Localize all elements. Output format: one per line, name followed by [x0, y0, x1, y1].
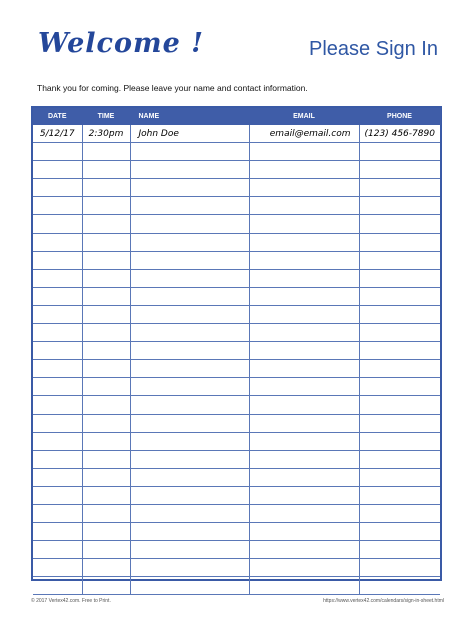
- table-row: [33, 559, 440, 577]
- time-cell[interactable]: [82, 215, 130, 233]
- name-cell[interactable]: [130, 342, 249, 360]
- time-cell[interactable]: [82, 577, 130, 595]
- email-cell[interactable]: [249, 541, 359, 559]
- welcome-title: Welcome !: [38, 28, 205, 59]
- table-body: [33, 125, 440, 595]
- time-cell[interactable]: [82, 378, 130, 396]
- table-row: [33, 577, 440, 595]
- phone-cell[interactable]: [359, 161, 440, 179]
- column-header-date: DATE: [33, 108, 82, 125]
- table-row: [33, 197, 440, 215]
- table-row: [33, 486, 440, 504]
- name-cell[interactable]: [130, 486, 249, 504]
- table-row: [33, 143, 440, 161]
- phone-cell[interactable]: (123) 456-7890: [359, 125, 440, 143]
- email-cell[interactable]: [249, 179, 359, 197]
- name-cell[interactable]: [130, 396, 249, 414]
- table-row: [33, 215, 440, 233]
- date-cell[interactable]: [33, 233, 82, 251]
- time-cell[interactable]: [82, 287, 130, 305]
- name-cell[interactable]: [130, 559, 249, 577]
- email-cell[interactable]: [249, 450, 359, 468]
- time-cell[interactable]: [82, 541, 130, 559]
- table-row: [33, 378, 440, 396]
- email-cell[interactable]: [249, 251, 359, 269]
- email-cell[interactable]: [249, 342, 359, 360]
- email-cell[interactable]: [249, 414, 359, 432]
- date-cell[interactable]: [33, 197, 82, 215]
- date-cell[interactable]: [33, 468, 82, 486]
- email-cell[interactable]: [249, 143, 359, 161]
- time-cell[interactable]: [82, 269, 130, 287]
- time-cell[interactable]: [82, 504, 130, 522]
- time-cell[interactable]: [82, 197, 130, 215]
- name-cell[interactable]: [130, 541, 249, 559]
- email-cell[interactable]: [249, 215, 359, 233]
- date-cell[interactable]: [33, 378, 82, 396]
- sign-in-table: [33, 108, 441, 595]
- phone-cell[interactable]: [359, 468, 440, 486]
- email-cell[interactable]: email@email.com: [249, 125, 359, 143]
- date-cell[interactable]: [33, 215, 82, 233]
- date-cell[interactable]: [33, 486, 82, 504]
- name-cell[interactable]: John Doe: [130, 125, 249, 143]
- name-cell[interactable]: [130, 233, 249, 251]
- table-row: [33, 396, 440, 414]
- time-cell[interactable]: [82, 143, 130, 161]
- table-row: [33, 342, 440, 360]
- table-row: [33, 179, 440, 197]
- date-cell[interactable]: [33, 324, 82, 342]
- table-row: [33, 450, 440, 468]
- name-cell[interactable]: [130, 432, 249, 450]
- table-row: [33, 269, 440, 287]
- time-cell[interactable]: [82, 432, 130, 450]
- email-cell[interactable]: [249, 396, 359, 414]
- time-cell[interactable]: [82, 523, 130, 541]
- phone-cell[interactable]: [359, 378, 440, 396]
- name-cell[interactable]: [130, 215, 249, 233]
- date-cell[interactable]: [33, 541, 82, 559]
- table-row: [33, 305, 440, 323]
- time-cell[interactable]: [82, 179, 130, 197]
- time-cell[interactable]: [82, 324, 130, 342]
- time-cell[interactable]: [82, 468, 130, 486]
- table-row: [33, 125, 440, 143]
- name-cell[interactable]: [130, 450, 249, 468]
- name-cell[interactable]: [130, 378, 249, 396]
- phone-cell[interactable]: [359, 486, 440, 504]
- copyright-footer: © 2017 Vertex42.com. Free to Print.: [31, 598, 111, 604]
- name-cell[interactable]: [130, 269, 249, 287]
- intro-text: Thank you for coming. Please leave your name and contact information.: [37, 83, 308, 93]
- name-cell[interactable]: [130, 324, 249, 342]
- date-cell[interactable]: [33, 504, 82, 522]
- date-cell[interactable]: [33, 342, 82, 360]
- date-cell[interactable]: [33, 523, 82, 541]
- email-cell[interactable]: [249, 432, 359, 450]
- date-cell[interactable]: [33, 432, 82, 450]
- email-cell[interactable]: [249, 269, 359, 287]
- date-cell[interactable]: [33, 559, 82, 577]
- email-cell[interactable]: [249, 360, 359, 378]
- time-cell[interactable]: [82, 414, 130, 432]
- sign-in-table-frame: [31, 106, 442, 581]
- name-cell[interactable]: [130, 143, 249, 161]
- table-row: [33, 541, 440, 559]
- column-header-email: EMAIL: [249, 108, 359, 125]
- date-cell[interactable]: [33, 179, 82, 197]
- name-cell[interactable]: [130, 577, 249, 595]
- table-row: [33, 251, 440, 269]
- time-cell[interactable]: [82, 360, 130, 378]
- date-cell[interactable]: [33, 577, 82, 595]
- name-cell[interactable]: [130, 504, 249, 522]
- phone-cell[interactable]: [359, 305, 440, 323]
- phone-cell[interactable]: [359, 269, 440, 287]
- name-cell[interactable]: [130, 523, 249, 541]
- time-cell[interactable]: [82, 161, 130, 179]
- time-cell[interactable]: [82, 450, 130, 468]
- email-cell[interactable]: [249, 161, 359, 179]
- phone-cell[interactable]: [359, 197, 440, 215]
- table-row: [33, 523, 440, 541]
- name-cell[interactable]: [130, 414, 249, 432]
- email-cell[interactable]: [249, 468, 359, 486]
- phone-cell[interactable]: [359, 324, 440, 342]
- table-header-row: [33, 108, 440, 125]
- phone-cell[interactable]: [359, 414, 440, 432]
- sign-in-heading: Please Sign In: [309, 38, 438, 60]
- time-cell[interactable]: [82, 233, 130, 251]
- email-cell[interactable]: [249, 577, 359, 595]
- table-row: [33, 360, 440, 378]
- email-cell[interactable]: [249, 197, 359, 215]
- time-cell[interactable]: [82, 342, 130, 360]
- phone-cell[interactable]: [359, 215, 440, 233]
- email-cell[interactable]: [249, 324, 359, 342]
- date-cell[interactable]: 5/12/17: [33, 125, 82, 143]
- email-cell[interactable]: [249, 486, 359, 504]
- table-row: [33, 432, 440, 450]
- table-row: [33, 287, 440, 305]
- email-cell[interactable]: [249, 559, 359, 577]
- time-cell[interactable]: [82, 486, 130, 504]
- name-cell[interactable]: [130, 287, 249, 305]
- phone-cell[interactable]: [359, 233, 440, 251]
- phone-cell[interactable]: [359, 450, 440, 468]
- phone-cell[interactable]: [359, 541, 440, 559]
- phone-cell[interactable]: [359, 360, 440, 378]
- phone-cell[interactable]: [359, 251, 440, 269]
- date-cell[interactable]: [33, 360, 82, 378]
- phone-cell[interactable]: [359, 523, 440, 541]
- date-cell[interactable]: [33, 161, 82, 179]
- email-cell[interactable]: [249, 504, 359, 522]
- column-header-phone: PHONE: [359, 108, 440, 125]
- time-cell[interactable]: [82, 251, 130, 269]
- phone-cell[interactable]: [359, 559, 440, 577]
- date-cell[interactable]: [33, 396, 82, 414]
- name-cell[interactable]: [130, 468, 249, 486]
- table-row: [33, 414, 440, 432]
- date-cell[interactable]: [33, 251, 82, 269]
- table-row: [33, 161, 440, 179]
- date-cell[interactable]: [33, 143, 82, 161]
- phone-cell[interactable]: [359, 577, 440, 595]
- time-cell[interactable]: [82, 396, 130, 414]
- date-cell[interactable]: [33, 450, 82, 468]
- email-cell[interactable]: [249, 233, 359, 251]
- time-cell[interactable]: [82, 559, 130, 577]
- source-url-footer[interactable]: https://www.vertex42.com/calendars/sign-in-sheet.html: [323, 598, 444, 604]
- table-row: [33, 233, 440, 251]
- table-row: [33, 504, 440, 522]
- email-cell[interactable]: [249, 523, 359, 541]
- phone-cell[interactable]: [359, 179, 440, 197]
- phone-cell[interactable]: [359, 504, 440, 522]
- phone-cell[interactable]: [359, 143, 440, 161]
- date-cell[interactable]: [33, 414, 82, 432]
- email-cell[interactable]: [249, 287, 359, 305]
- column-header-time: TIME: [82, 108, 130, 125]
- date-cell[interactable]: [33, 305, 82, 323]
- name-cell[interactable]: [130, 179, 249, 197]
- time-cell[interactable]: [82, 305, 130, 323]
- name-cell[interactable]: [130, 197, 249, 215]
- column-header-name: NAME: [130, 108, 249, 125]
- name-cell[interactable]: [130, 251, 249, 269]
- phone-cell[interactable]: [359, 287, 440, 305]
- name-cell[interactable]: [130, 305, 249, 323]
- name-cell[interactable]: [130, 360, 249, 378]
- time-cell[interactable]: 2:30pm: [82, 125, 130, 143]
- email-cell[interactable]: [249, 305, 359, 323]
- date-cell[interactable]: [33, 269, 82, 287]
- date-cell[interactable]: [33, 287, 82, 305]
- table-row: [33, 324, 440, 342]
- table-row: [33, 468, 440, 486]
- name-cell[interactable]: [130, 161, 249, 179]
- phone-cell[interactable]: [359, 432, 440, 450]
- phone-cell[interactable]: [359, 396, 440, 414]
- phone-cell[interactable]: [359, 342, 440, 360]
- email-cell[interactable]: [249, 378, 359, 396]
